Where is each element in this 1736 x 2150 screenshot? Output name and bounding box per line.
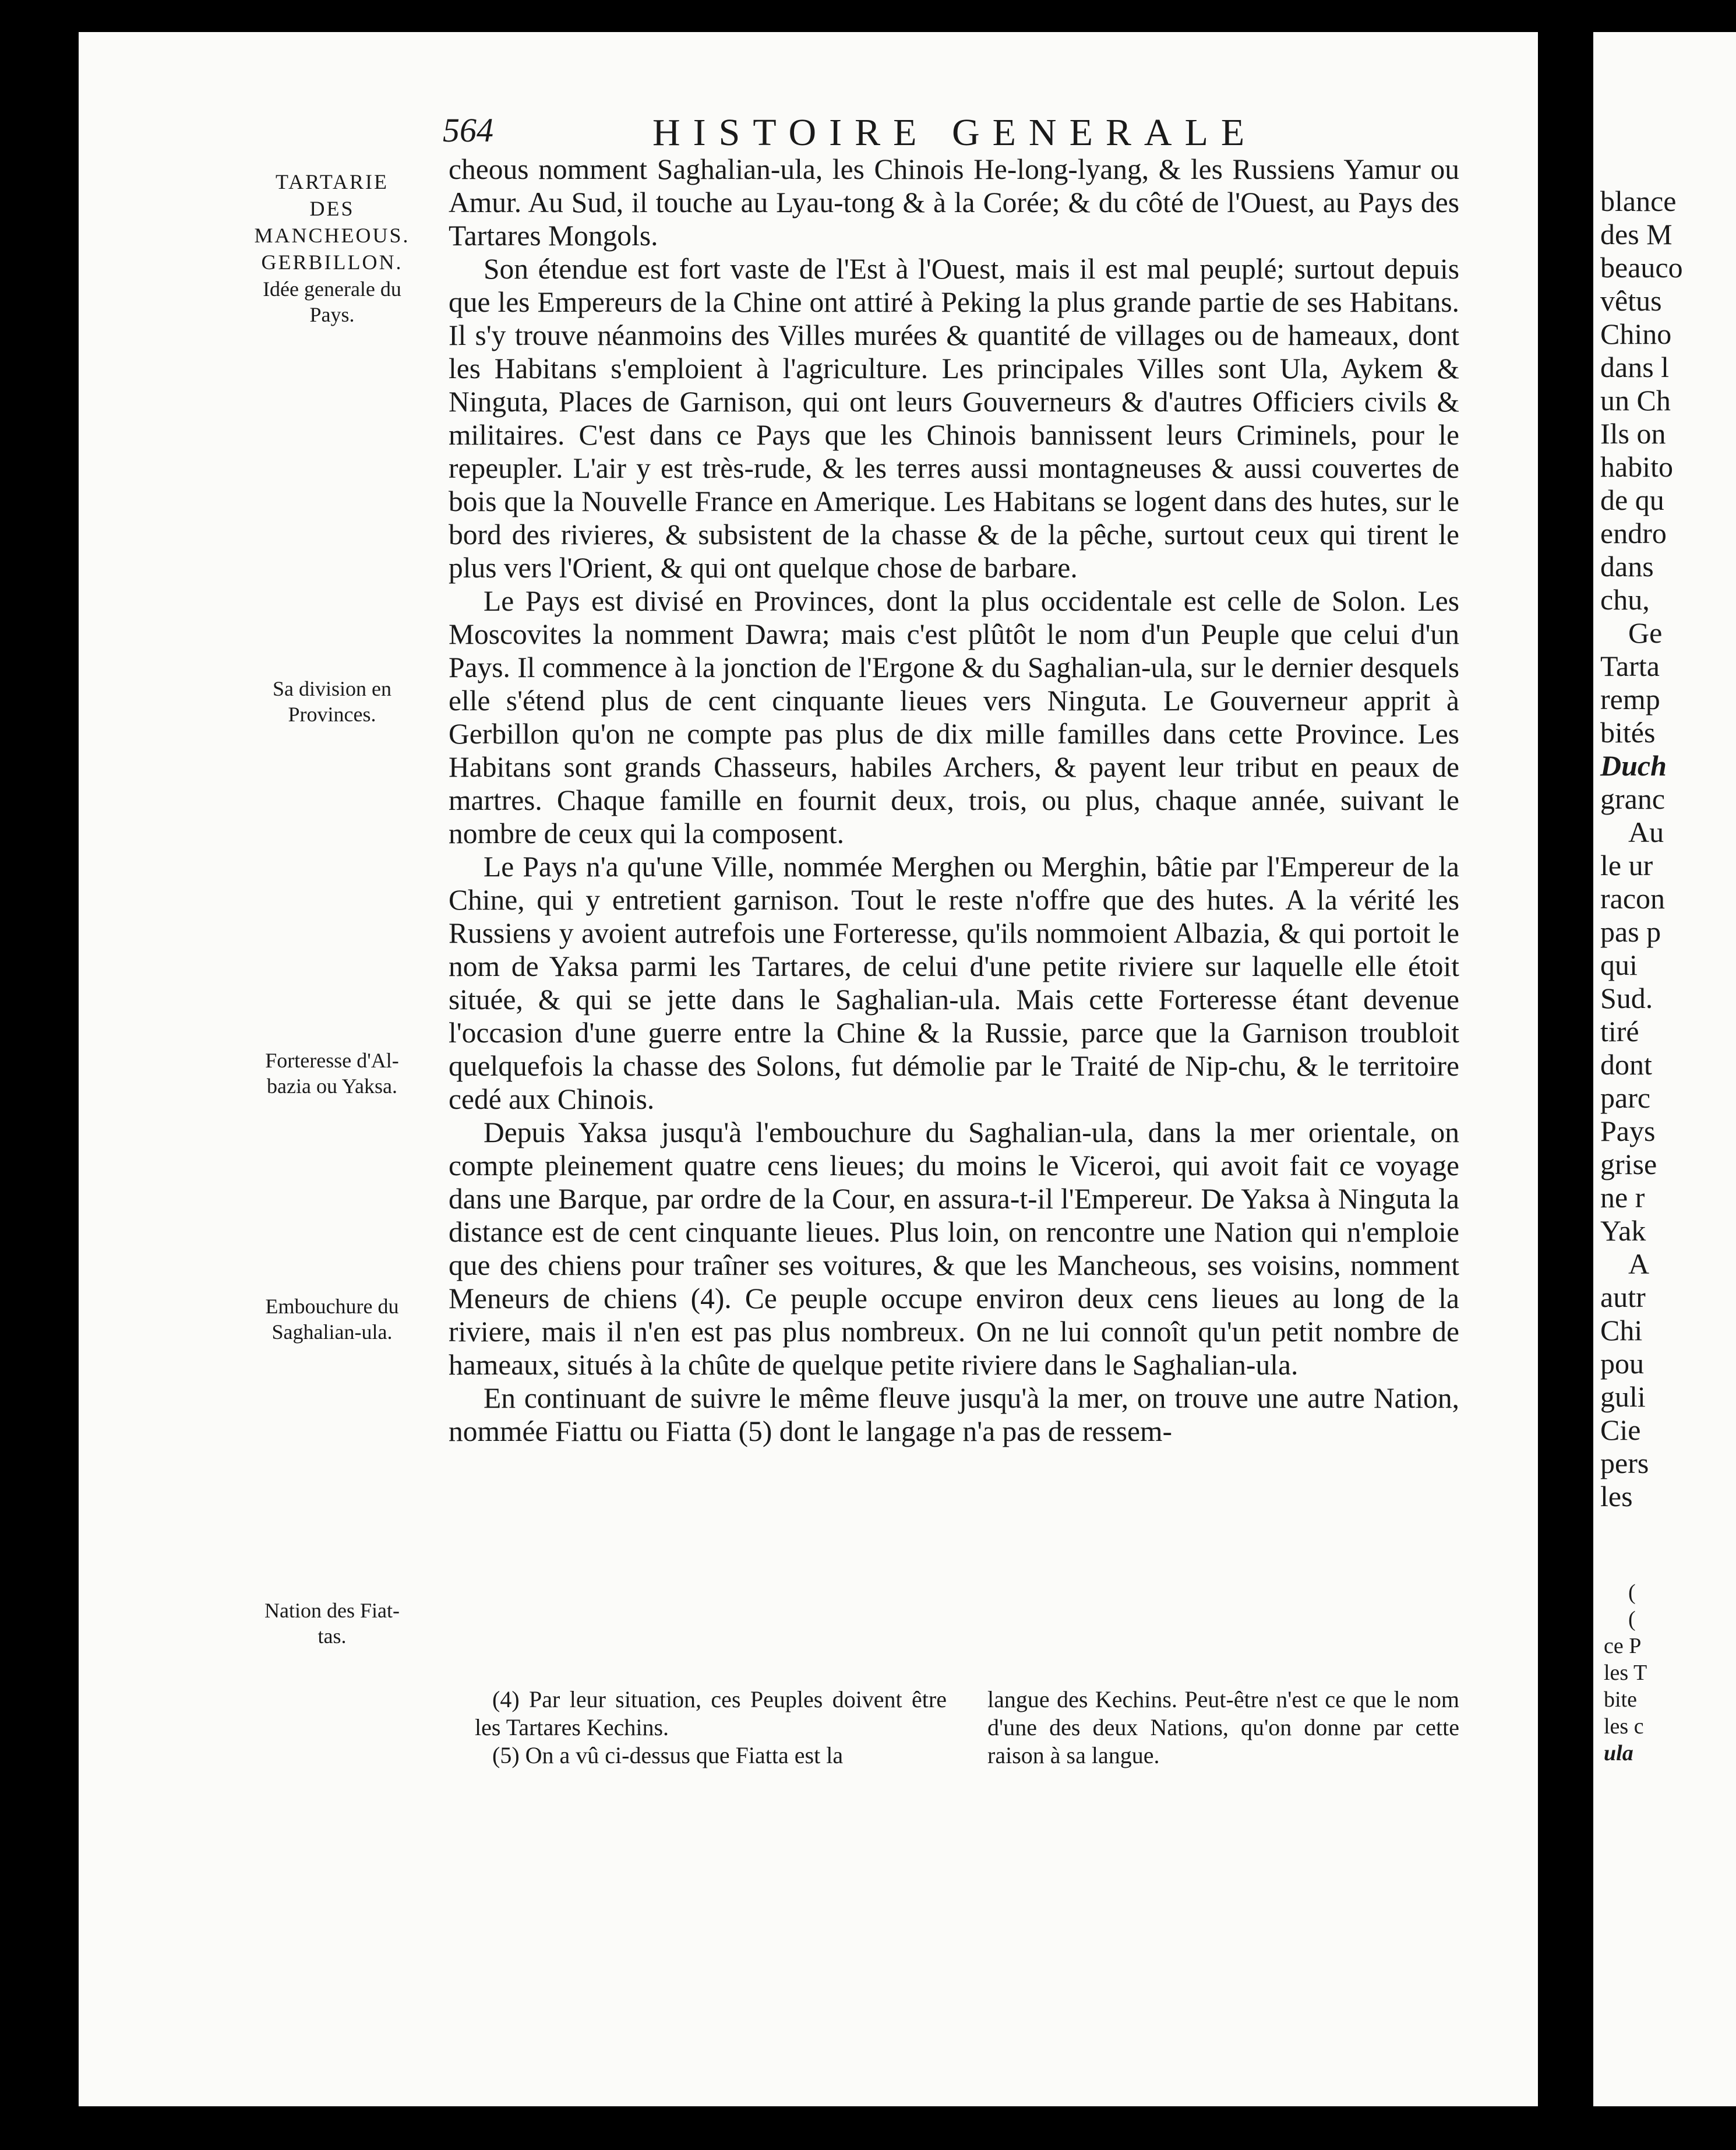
text-fragment: remp [1600,683,1660,716]
text-fragment: granc [1600,783,1666,815]
footnote-fragment: ula [1604,1741,1633,1765]
text-fragment: dans [1600,550,1654,583]
margin-note-division-cont: Provinces. [288,703,376,726]
text-fragment: vêtus [1600,284,1662,317]
text-fragment: Sud. [1600,982,1653,1014]
text-fragment: Ge [1628,616,1663,649]
text-fragment: racon [1600,882,1666,915]
footnote-column-right [987,1686,1459,1770]
text-fragment: Ils on [1600,417,1666,450]
text-fragment: habito [1600,450,1673,483]
text-fragment: Pays [1600,1115,1656,1147]
body-text [449,153,1459,1448]
paragraph: cheous nomment Saghalian-ula, les Chinois He-long-lyang, & les Russiens Yamur ou Amur. Au Sud, il touche au Lyau-tong & à la Corée; & du côté de l'Ouest, au Pays des Tartares Mongols. [449,153,1459,252]
paragraph: Son étendue est fort vaste de l'Est à l'Ouest, mais il est mal peuplé; surtout depuis que les Empereurs de la Chine ont attiré à Peking la plus grande partie de ses Habitans. Il s'y trouve néanmoins des Villes murées & quantité de villages ou de hameaux, dont les Habitans s'emploient à l'agriculture. Les principales Villes sont Ula, Aykem & Ninguta, Places de Garnison, qui ont leurs Gouverneurs & d'autres Officiers civils & militaires. C'est dans ce Pays que les Chinois bannissent leurs Criminels, pour le repeupler. L'air y est très-rude, & les terres aussi montagneuses & aussi couvertes de bois que la Nouvelle France en Amerique. Les Habitans se logent dans des hutes, sur le bord des rivieres, & subsistent de la chasse & de la pêche, surtout ceux qui tirent le plus vers l'Orient, & qui ont quelque chose de barbare. [449,253,1459,584]
footnote-4: (4) Par leur situation, ces Peuples doivent être les Tartares Kechins. [475,1686,947,1740]
text-fragment: Chi [1600,1314,1643,1347]
text-fragment: les [1600,1480,1633,1513]
margin-note-division: Sa division en [273,677,391,700]
paragraph: En continuant de suivre le même fleuve jusqu'à la mer, on trouve une autre Nation, nommée Fiattu ou Fiatta (5) dont le langage n'a pas de ressem- [449,1382,1459,1447]
text-fragment: parc [1600,1081,1651,1114]
text-fragment: Yak [1600,1214,1646,1247]
paragraph: Depuis Yaksa jusqu'à l'embouchure du Saghalian-ula, dans la mer orientale, on compte pleinement quatre cens lieues; du moins le Viceroi, qui avoit fait ce voyage dans une Barque, par ordre de la Cour, en assura-t-il l'Empereur. De Yaksa à Ninguta la distance est de cent cinquante lieues. Plus loin, on rencontre une Nation qui n'emploie que des chiens pour traîner ses voitures, & que les Mancheous, ses voisins, nomment Meneurs de chiens (4). Ce peuple occupe environ deux cens lieues au long de la riviere, mais il n'en est pas plus nombreux. On ne lui connoît qu'un petit nombre de hameaux, situés à la chûte de quelque petite riviere dans le Saghalian-ula. [449,1116,1459,1381]
margin-note-mouth: Embouchure du [265,1295,399,1318]
text-fragment: guli [1600,1380,1646,1413]
footnote-fragment: les c [1604,1714,1644,1739]
footnote-5-continued: langue des Kechins. Peut-être n'est ce que le nom d'une des deux Nations, qu'on donne par cette raison à sa langue. [987,1686,1459,1768]
margin-note-people: MANCHEOUS. [254,224,410,247]
footnote-fragment: les T [1604,1661,1647,1685]
footnote-5: (5) On a vû ci-dessus que Fiatta est la [492,1742,844,1768]
text-fragment: beauco [1600,251,1683,284]
text-fragment: ne r [1600,1181,1645,1214]
margin-note-nation-cont: tas. [317,1624,347,1648]
text-fragment: Cie [1600,1414,1641,1446]
text-fragment: dans l [1600,351,1670,383]
margin-note-fortress: Forteresse d'Al- [265,1049,399,1072]
text-fragment: des M [1600,218,1673,251]
text-fragment: pers [1600,1447,1649,1479]
right-page-lines [1593,185,1683,1513]
footnote-fragment: ce P [1604,1634,1642,1658]
margin-note-region: TARTARIE [275,170,389,193]
right-page-fragment [1593,32,1736,2106]
text-fragment: Chino [1600,318,1672,350]
text-fragment: Au [1628,816,1664,848]
text-fragment: dont [1600,1048,1652,1081]
text-fragment: qui [1600,949,1638,981]
text-fragment: A [1628,1247,1650,1280]
text-fragment: le ur [1600,849,1653,882]
text-fragment: de qu [1600,484,1664,516]
paragraph: Le Pays n'a qu'une Ville, nommée Merghen ou Merghin, bâtie par l'Empereur de la Chine, qui y entretient garnison. Tout le reste n'offre que des hutes. A la vérité les Russiens y avoient autrefois une Forteresse, qu'ils nommoient Albazia, & qui portoit le nom de Yaksa parmi les Tartares, de celui d'une petite riviere sur laquelle elle étoit située, & qui se jette dans le Saghalian-ula. Mais cette Forteresse étant devenue l'occasion d'une guerre entre la Chine & la Russie, parce que la Garnison troubloit quelquefois la chasse des Solons, fut démolie par le Traité de Nip-chu, & le territoire cedé aux Chinois. [449,851,1459,1115]
margin-note-fortress-cont: bazia ou Yaksa. [267,1074,397,1098]
margin-note-idea-cont: Pays. [309,303,355,326]
page-number: 564 [443,111,493,149]
text-fragment: chu, [1600,583,1650,616]
paragraph: Le Pays est divisé en Provinces, dont la plus occidentale est celle de Solon. Les Moscovites la nomment Dawra; mais c'est plûtôt le nom d'un Peuple que celui d'un Pays. Il commence à la jonction de l'Ergone & du Saghalian-ula, sur le dernier desquels elle s'étend plus de cent cinquante lieues vers Ninguta. Le Gouverneur apprit à Gerbillon qu'on ne compte pas plus de dix mille familles dans cette Province. Les Habitans sont grands Chasseurs, habiles Archers, & payent leur tribut en peaux de martres. Chaque famille en fournit deux, trois, ou plus, chaque année, suivant le nombre de ceux qui la composent. [449,585,1459,850]
text-fragment: blance [1600,185,1677,217]
text-fragment: pou [1600,1347,1644,1380]
text-fragment: pas p [1600,915,1661,948]
text-fragment: endro [1600,517,1667,549]
text-fragment: tiré [1600,1015,1639,1048]
footnote-fragment: bite [1604,1687,1637,1712]
text-fragment: grise [1600,1148,1657,1180]
text-fragment: Tarta [1600,650,1660,682]
right-page-footnotes [1593,1579,1647,1767]
text-fragment: Duch [1600,749,1667,782]
text-fragment: un Ch [1600,384,1671,417]
running-title: HISTOIRE GENERALE [652,111,1258,154]
footnote-fragment: ( [1628,1607,1636,1631]
footnote-fragment: ( [1628,1580,1636,1605]
margin-note-idea: Idée generale du [263,277,401,301]
margin-note-nation: Nation des Fiat- [264,1599,400,1622]
text-fragment: bités [1600,716,1656,749]
margin-note-author: GERBILLON. [261,251,403,274]
text-fragment: autr [1600,1281,1646,1313]
footnote-column-left [475,1686,947,1770]
margin-note-mouth-cont: Saghalian-ula. [271,1320,393,1344]
margin-note-des: DES [309,197,355,220]
